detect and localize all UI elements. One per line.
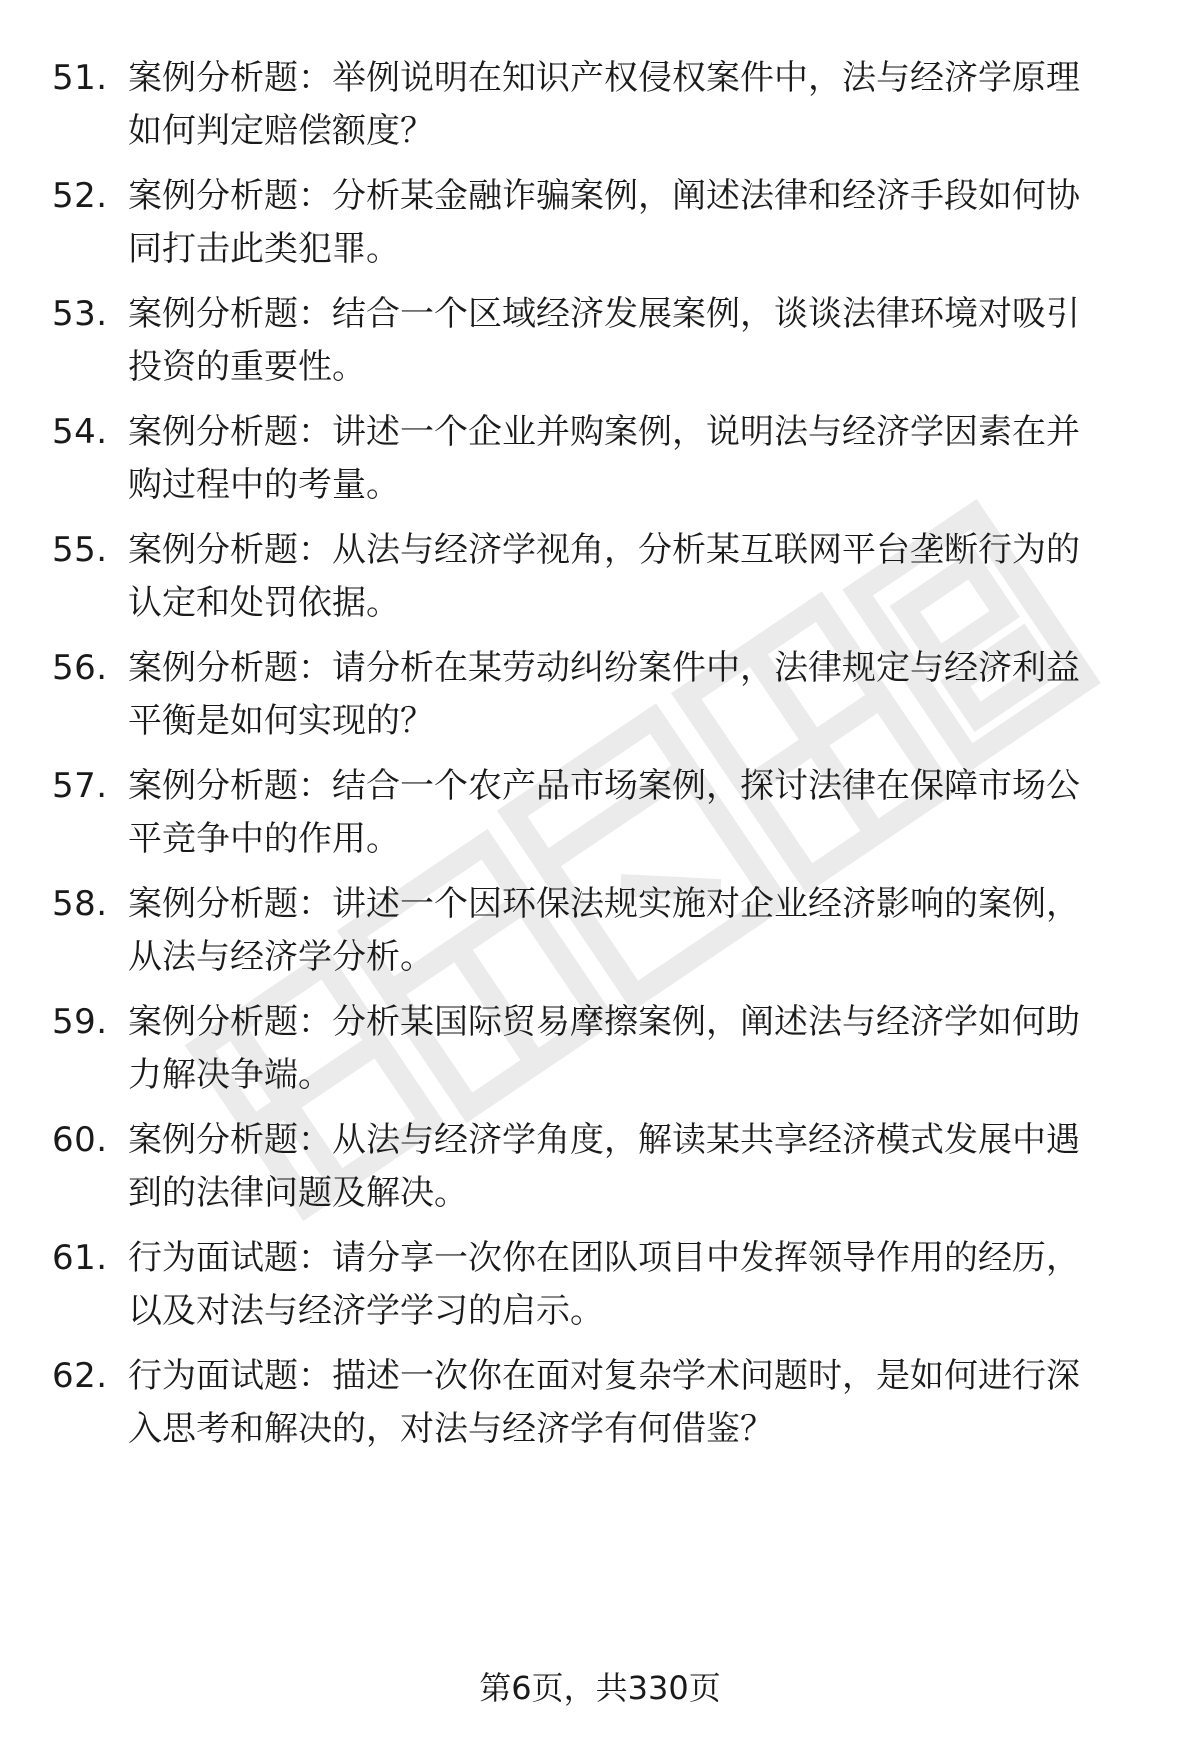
question-text xyxy=(128,996,1148,1102)
question-line: 平竞争中的作用。 xyxy=(128,819,400,859)
question-number: 58. xyxy=(52,884,108,924)
question-line: 到的法律问题及解决。 xyxy=(128,1173,468,1213)
question-line: 同打击此类犯罪。 xyxy=(128,229,400,269)
question-number: 53. xyxy=(52,294,108,334)
question-text xyxy=(128,1232,1148,1338)
question-text xyxy=(128,52,1148,158)
question-line: 入思考和解决的，对法与经济学有何借鉴？ xyxy=(128,1409,774,1449)
question-line: 平衡是如何实现的？ xyxy=(128,701,434,741)
question-line: 案例分析题：讲述一个企业并购案例，说明法与经济学因素在并 xyxy=(128,412,1080,452)
question-number: 52. xyxy=(52,176,108,216)
question-line: 案例分析题：讲述一个因环保法规实施对企业经济影响的案例， xyxy=(128,884,1080,924)
question-line: 案例分析题：结合一个农产品市场案例，探讨法律在保障市场公 xyxy=(128,766,1080,806)
question-line: 如何判定赔偿额度？ xyxy=(128,111,434,151)
question-line: 以及对法与经济学学习的启示。 xyxy=(128,1291,604,1331)
question-line: 案例分析题：请分析在某劳动纠纷案件中，法律规定与经济利益 xyxy=(128,648,1080,688)
page-number-footer: 第6页，共330页 xyxy=(479,1669,721,1707)
question-number: 56. xyxy=(52,648,108,688)
question-number: 54. xyxy=(52,412,108,452)
question-line: 案例分析题：举例说明在知识产权侵权案件中，法与经济学原理 xyxy=(128,58,1080,98)
question-number: 62. xyxy=(52,1356,108,1396)
question-text xyxy=(128,878,1148,984)
question-line: 力解决争端。 xyxy=(128,1055,332,1095)
question-line: 行为面试题：请分享一次你在团队项目中发挥领导作用的经历， xyxy=(128,1238,1080,1278)
question-text xyxy=(128,1114,1148,1220)
question-number: 59. xyxy=(52,1002,108,1042)
question-line: 投资的重要性。 xyxy=(128,347,366,387)
question-number: 61. xyxy=(52,1238,108,1278)
question-line: 案例分析题：分析某金融诈骗案例，阐述法律和经济手段如何协 xyxy=(128,176,1080,216)
question-line: 行为面试题：描述一次你在面对复杂学术问题时，是如何进行深 xyxy=(128,1356,1080,1396)
question-line: 认定和处罚依据。 xyxy=(128,583,400,623)
question-number: 57. xyxy=(52,766,108,806)
question-line: 案例分析题：结合一个区域经济发展案例，谈谈法律环境对吸引 xyxy=(128,294,1080,334)
question-line: 购过程中的考量。 xyxy=(128,465,400,505)
question-number: 55. xyxy=(52,530,108,570)
question-text xyxy=(128,406,1148,512)
question-line: 案例分析题：从法与经济学角度，解读某共享经济模式发展中遇 xyxy=(128,1120,1080,1160)
question-text xyxy=(128,760,1148,866)
question-line: 案例分析题：分析某国际贸易摩擦案例，阐述法与经济学如何助 xyxy=(128,1002,1080,1042)
question-number: 51. xyxy=(52,58,108,98)
question-text xyxy=(128,170,1148,276)
question-line: 案例分析题：从法与经济学视角，分析某互联网平台垄断行为的 xyxy=(128,530,1080,570)
question-text xyxy=(128,642,1148,748)
question-line: 从法与经济学分析。 xyxy=(128,937,434,977)
question-text xyxy=(128,1350,1148,1456)
question-number: 60. xyxy=(52,1120,108,1160)
question-text xyxy=(128,524,1148,630)
question-text xyxy=(128,288,1148,394)
